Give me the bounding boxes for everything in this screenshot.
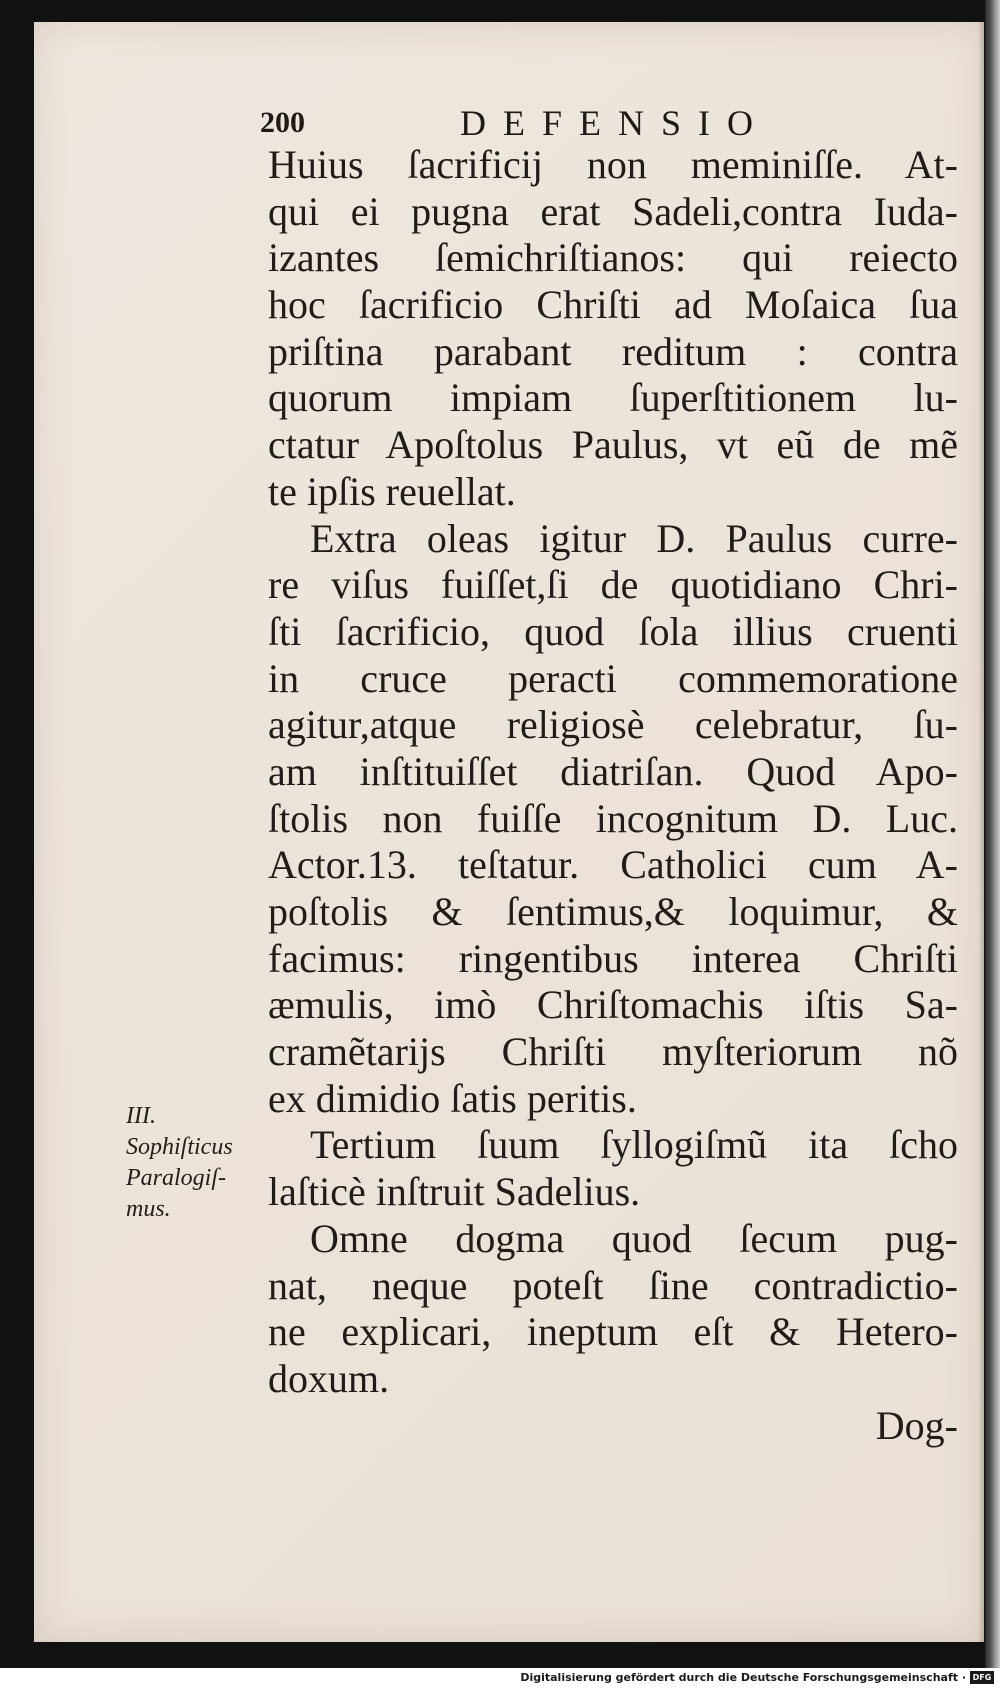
text-line: Actor.13. teſtatur. Catholici cum A- bbox=[268, 842, 958, 888]
book-edge bbox=[985, 0, 1000, 1668]
text-line: cramẽtarijs Chriſti myſteriorum nõ bbox=[268, 1029, 958, 1075]
text-line: te ipſis reuellat. bbox=[268, 468, 516, 514]
margin-note-line: Sophiſticus bbox=[126, 1134, 233, 1160]
text-line: hoc ſacrificio Chriſti ad Moſaica ſua bbox=[268, 282, 958, 328]
text-line: poſtolis & ſentimus,& loquimur, & bbox=[268, 889, 958, 934]
text-line: doxum. bbox=[268, 1355, 390, 1401]
text-line: Extra oleas igitur D. Paulus curre- bbox=[310, 515, 958, 561]
text-line: am inſtituiſſet diatriſan. Quod Apo- bbox=[268, 748, 958, 794]
text-line: in cruce peracti commemoratione bbox=[268, 655, 958, 701]
text-line: Omne dogma quod ſecum pug- bbox=[310, 1215, 958, 1261]
text-line: agitur,atque religiosè celebratur, ſu- bbox=[268, 702, 958, 748]
digitization-footer bbox=[0, 1668, 1000, 1689]
text-line: æmulis, imò Chriſtomachis iſtis Sa- bbox=[268, 982, 958, 1028]
page-number: 200 bbox=[260, 106, 305, 139]
text-line: ſtolis non fuiſſe incognitum D. Luc. bbox=[268, 795, 958, 841]
funding-credit: Digitalisierung gefördert durch die Deutsche Forschungsgemeinschaft · bbox=[520, 1671, 966, 1684]
text-line: ne explicari, ineptum eſt & Hetero- bbox=[268, 1309, 958, 1355]
catchword: Dog- bbox=[875, 1402, 958, 1448]
dfg-logo: DFG bbox=[970, 1671, 994, 1684]
text-line: facimus: ringentibus interea Chriſti bbox=[268, 935, 958, 981]
margin-note-line: Paralogiſ- bbox=[126, 1165, 226, 1191]
text-line: priſtina parabant reditum : contra bbox=[268, 328, 958, 374]
text-line: Huius ſacrificij non meminiſſe. At- bbox=[268, 142, 958, 187]
margin-note-line: mus. bbox=[126, 1196, 171, 1222]
text-line: quorum impiam ſuperſtitionem lu- bbox=[268, 375, 958, 421]
margin-note-line: III. bbox=[126, 1103, 156, 1129]
text-line: Tertium ſuum ſyllogiſmũ ita ſcho bbox=[310, 1122, 958, 1168]
text-line: nat, neque poteſt ſine contradictio- bbox=[268, 1262, 958, 1308]
text-line: laſticè inſtruit Sadelius. bbox=[268, 1169, 641, 1215]
text-line: qui ei pugna erat Sadeli,contra Iuda- bbox=[268, 188, 958, 234]
text-line: re viſus fuiſſet,ſi de quotidiano Chri- bbox=[268, 562, 958, 608]
text-line: ex dimidio ſatis peritis. bbox=[268, 1075, 637, 1121]
text-line: ctatur Apoſtolus Paulus, vt eũ de mẽ bbox=[268, 422, 958, 468]
text-line: ſti ſacrificio, quod ſola illius cruenti bbox=[268, 608, 958, 654]
running-title: DEFENSIO bbox=[460, 103, 771, 143]
body-text bbox=[268, 142, 958, 1449]
text-line: izantes ſemichriſtianos: qui reiecto bbox=[268, 235, 958, 281]
margin-note bbox=[126, 1101, 266, 1225]
